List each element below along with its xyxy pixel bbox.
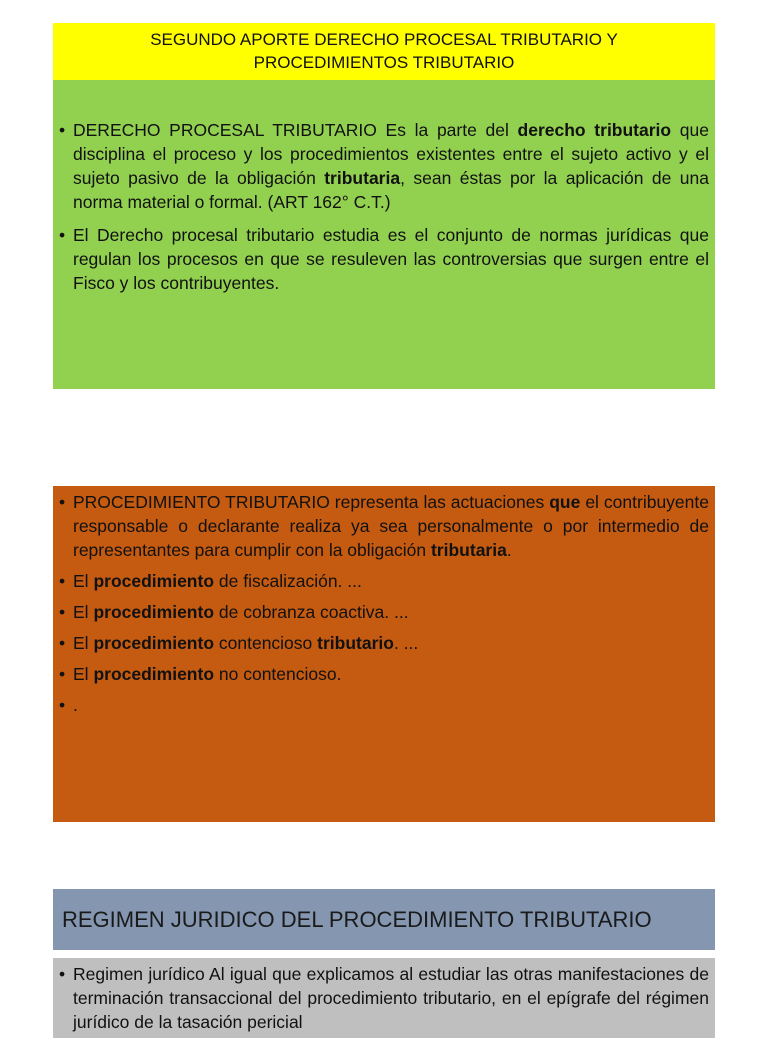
text-run: El — [73, 571, 94, 591]
title-line-1: SEGUNDO APORTE DERECHO PROCESAL TRIBUTARIO Y — [150, 30, 618, 49]
bullet-fiscalizacion — [57, 569, 709, 593]
text-run: que disciplina el proceso y los procedimientos existentes entre el sujeto activo y el sujeto pasivo de la obligación — [73, 120, 709, 188]
bullet-empty: • . — [57, 693, 709, 717]
bold-run: procedimiento — [93, 571, 215, 591]
text-run: . ... — [393, 633, 419, 653]
section-heading-bar — [53, 889, 715, 950]
text-run: de fiscalización. ... — [214, 571, 362, 591]
bold-run: tributario — [317, 633, 394, 653]
derecho-procesal-box — [53, 80, 715, 389]
text-run: DERECHO PROCESAL TRIBUTARIO Es la parte del — [73, 120, 518, 140]
bullet-contencioso — [57, 631, 709, 655]
regimen-list — [57, 962, 709, 1034]
bold-run: tributaria — [324, 168, 401, 188]
text-run: no contencioso. — [214, 664, 342, 684]
text-run: de cobranza coactiva. ... — [214, 602, 409, 622]
bold-run: procedimiento — [93, 664, 215, 684]
bold-run: que — [549, 492, 581, 512]
text-run: . — [506, 540, 512, 560]
procedimiento-tributario-box — [53, 486, 715, 822]
bullet-procedimiento-definition — [57, 490, 709, 562]
section-heading: REGIMEN JURIDICO DEL PROCEDIMIENTO TRIBUTARIO — [62, 907, 652, 932]
bold-run: procedimiento — [93, 633, 215, 653]
regimen-juridico-box — [53, 958, 715, 1038]
text-run: El — [73, 602, 94, 622]
bullet-definition — [57, 118, 709, 214]
title-line-2: PROCEDIMIENTOS TRIBUTARIO — [253, 53, 515, 72]
derecho-procesal-list — [57, 118, 709, 295]
bullet-no-contencioso — [57, 662, 709, 686]
text-run: contencioso — [214, 633, 318, 653]
bullet-regimen: • Regimen jurídico Al igual que explicamos al estudiar las otras manifestaciones de terminación transaccional del procedimiento tributario, en el epígrafe del régimen jurídico de la tasación pericial — [57, 962, 709, 1034]
bullet-estudia: • El Derecho procesal tributario estudia es el conjunto de normas jurídicas que regulan los procesos en que se resuleven las controversias que surgen entre el Fisco y los contribuyentes. — [57, 223, 709, 295]
text-run: PROCEDIMIENTO TRIBUTARIO representa las actuaciones — [73, 492, 550, 512]
document-title-bar — [53, 23, 715, 80]
bold-run: tributaria — [430, 540, 507, 560]
text-run: El — [73, 664, 94, 684]
text-run: , sean éstas por la aplicación de una norma material o formal. (ART 162° C.T.) — [73, 168, 709, 212]
text-run: el contribuyente responsable o declarante realiza ya sea personalmente o por intermedio de representantes para cumplir con la obligación — [73, 492, 709, 560]
bold-run: procedimiento — [93, 602, 215, 622]
text-run: El — [73, 633, 94, 653]
bold-run: derecho tributario — [517, 120, 672, 140]
procedimiento-list — [57, 490, 709, 717]
bullet-cobranza — [57, 600, 709, 624]
